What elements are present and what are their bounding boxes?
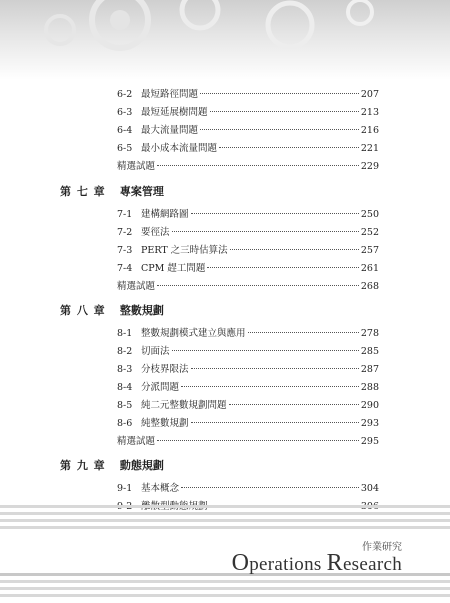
leader-dots <box>191 422 359 423</box>
leader-dots <box>157 440 359 441</box>
entry-page: 304 <box>360 483 379 494</box>
entry-page: 290 <box>360 400 379 411</box>
entry-page: 213 <box>360 107 379 118</box>
toc-entry[interactable] <box>117 88 379 102</box>
entry-page: 295 <box>360 436 379 447</box>
entry-number: 8-5 <box>117 400 133 411</box>
leader-dots <box>191 213 359 214</box>
divider <box>0 519 450 522</box>
toc-entry[interactable] <box>117 417 379 431</box>
entry-title: 最小成本流量問題 <box>141 143 218 154</box>
entry-number: 6-4 <box>117 125 133 136</box>
leader-dots <box>219 147 359 148</box>
entry-title: 精選試題 <box>117 161 156 172</box>
entry-page: 207 <box>360 89 379 100</box>
entry-number: 7-2 <box>117 227 133 238</box>
entry-page: 250 <box>360 209 379 220</box>
chapter-heading[interactable] <box>60 184 164 200</box>
gear-pattern-icon <box>0 0 450 80</box>
entry-title: 分枝界限法 <box>141 364 189 375</box>
toc-entry[interactable] <box>117 208 379 222</box>
entry-number: 9-1 <box>117 483 133 494</box>
divider <box>0 512 450 515</box>
toc-entry[interactable] <box>117 482 379 496</box>
leader-dots <box>157 165 359 166</box>
entry-title: 精選試題 <box>117 281 156 292</box>
selected-problems-entry[interactable] <box>117 280 379 294</box>
leader-dots <box>210 111 359 112</box>
chapter-number: 第 八 章 <box>60 304 106 317</box>
divider <box>0 580 450 583</box>
entry-page: 252 <box>360 227 379 238</box>
entry-number: 7-4 <box>117 263 133 274</box>
entry-title: 要徑法 <box>141 227 170 238</box>
entry-number: 8-1 <box>117 328 133 339</box>
title-initial-r: R <box>326 550 343 576</box>
divider <box>0 526 450 529</box>
leader-dots <box>181 386 359 387</box>
chapter-title: 專案管理 <box>119 185 164 198</box>
leader-dots <box>181 487 359 488</box>
selected-problems-entry[interactable] <box>117 160 379 174</box>
entry-page: 257 <box>360 245 379 256</box>
leader-dots <box>207 267 358 268</box>
entry-title: 精選試題 <box>117 436 156 447</box>
book-title <box>232 550 402 577</box>
leader-dots <box>200 129 359 130</box>
chapter-heading[interactable] <box>60 458 164 474</box>
entry-page: 293 <box>360 418 379 429</box>
selected-problems-entry[interactable] <box>117 435 379 449</box>
chapter-number: 第 九 章 <box>60 459 106 472</box>
entry-title: 最大流量問題 <box>141 125 199 136</box>
toc-entry[interactable] <box>117 124 379 138</box>
entry-page: 268 <box>360 281 379 292</box>
entry-number: 8-2 <box>117 346 133 357</box>
chapter-title: 動態規劃 <box>119 459 164 472</box>
leader-dots <box>191 368 359 369</box>
leader-dots <box>230 249 359 250</box>
toc-entry[interactable] <box>117 262 379 276</box>
entry-page: 288 <box>360 382 379 393</box>
title-initial-o: O <box>231 550 250 576</box>
toc-entry[interactable] <box>117 106 379 120</box>
book-subtitle: 作業研究 <box>362 542 402 553</box>
leader-dots <box>172 231 359 232</box>
entry-number: 8-6 <box>117 418 133 429</box>
divider <box>0 594 450 597</box>
toc-entry[interactable] <box>117 226 379 240</box>
entry-number: 8-4 <box>117 382 133 393</box>
leader-dots <box>200 93 359 94</box>
entry-page: 221 <box>360 143 379 154</box>
title-part: perations <box>249 554 327 575</box>
entry-title: 整數規劃模式建立與應用 <box>141 328 246 339</box>
entry-page: 287 <box>360 364 379 375</box>
chapter-number: 第 七 章 <box>60 185 106 198</box>
entry-title: 基本概念 <box>141 483 180 494</box>
toc-entry[interactable] <box>117 399 379 413</box>
header-decoration <box>0 0 450 80</box>
toc-entry[interactable] <box>117 345 379 359</box>
chapter-heading[interactable] <box>60 303 164 319</box>
entry-title: 純二元整數規劃問題 <box>141 400 227 411</box>
entry-title: 最短路徑問題 <box>141 89 199 100</box>
entry-title: PERT 之三時估算法 <box>141 245 228 256</box>
entry-number: 6-3 <box>117 107 133 118</box>
entry-title: 建構網路圖 <box>141 209 189 220</box>
entry-number: 6-2 <box>117 89 133 100</box>
leader-dots <box>157 285 359 286</box>
entry-number: 6-5 <box>117 143 133 154</box>
toc-entry[interactable] <box>117 142 379 156</box>
divider <box>0 505 450 508</box>
toc-entry[interactable] <box>117 244 379 258</box>
entry-number: 8-3 <box>117 364 133 375</box>
entry-number: 7-1 <box>117 209 133 220</box>
entry-title: 純整數規劃 <box>141 418 189 429</box>
entry-title: 分派問題 <box>141 382 180 393</box>
entry-page: 216 <box>360 125 379 136</box>
title-part: esearch <box>342 554 402 575</box>
entry-title: 切面法 <box>141 346 170 357</box>
entry-title: CPM 趕工問題 <box>141 263 206 274</box>
entry-page: 285 <box>360 346 379 357</box>
toc-entry[interactable] <box>117 327 379 341</box>
leader-dots <box>229 404 359 405</box>
divider <box>0 587 450 590</box>
entry-title: 最短延展樹問題 <box>141 107 208 118</box>
entry-page: 229 <box>360 161 379 172</box>
leader-dots <box>172 350 359 351</box>
entry-page: 278 <box>360 328 379 339</box>
entry-number: 7-3 <box>117 245 133 256</box>
toc-entry[interactable] <box>117 363 379 377</box>
entry-page: 261 <box>360 263 379 274</box>
leader-dots <box>248 332 359 333</box>
toc-entry[interactable] <box>117 381 379 395</box>
chapter-title: 整數規劃 <box>119 304 164 317</box>
